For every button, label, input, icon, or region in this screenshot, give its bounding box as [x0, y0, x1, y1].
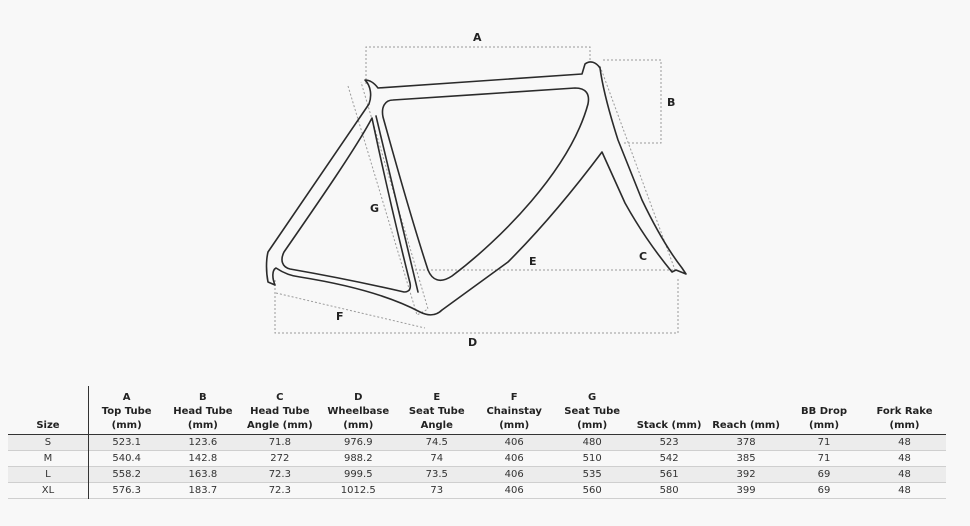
column-header-line: (mm)	[111, 419, 142, 431]
label-b: B	[667, 96, 676, 109]
table-row	[8, 450, 946, 466]
value-cell: 540.4	[112, 452, 141, 464]
value-cell: 73.5	[425, 468, 448, 480]
geometry-table	[8, 386, 946, 499]
guide-a	[366, 47, 590, 84]
column-header-line: Seat Tube	[408, 405, 465, 417]
value-cell: 72.3	[268, 468, 291, 480]
column-header	[553, 386, 631, 434]
label-c: C	[639, 250, 648, 263]
column-header	[318, 386, 398, 434]
guide-b	[603, 60, 661, 143]
value-cell: 74	[430, 452, 444, 464]
size-cell: XL	[8, 482, 88, 498]
seat-tube-line	[376, 116, 418, 292]
value-cell: 48	[898, 452, 911, 464]
value-cell: 72.3	[268, 484, 291, 496]
table-row	[8, 482, 946, 498]
value-cell: 123.6	[188, 436, 218, 448]
column-header-line: (mm)	[187, 419, 218, 431]
value-cell: 406	[504, 452, 524, 464]
column-header-line: (mm)	[889, 419, 920, 431]
column-header-line: Seat Tube	[564, 405, 621, 417]
dimension-guides	[275, 47, 678, 333]
size-cell: L	[8, 466, 88, 482]
column-header-line: A	[122, 391, 131, 403]
column-header	[707, 386, 785, 434]
value-cell: 510	[582, 452, 602, 464]
column-header-line: Size	[36, 419, 60, 431]
value-cell: 523.1	[112, 436, 141, 448]
value-cell: 480	[582, 436, 602, 448]
column-header-line: (mm)	[499, 419, 530, 431]
table-row	[8, 434, 946, 450]
value-cell: 580	[659, 484, 679, 496]
frame-outline	[267, 62, 687, 315]
column-header-line: D	[354, 391, 363, 403]
column-header-line: Angle	[420, 419, 453, 431]
column-header-line: Fork Rake	[876, 405, 933, 417]
label-f: F	[336, 310, 344, 323]
column-header-line: Chainstay	[486, 405, 542, 417]
value-cell: 48	[898, 468, 911, 480]
value-cell: 71.8	[268, 436, 291, 448]
guide-f	[276, 293, 425, 328]
column-header-line: Angle (mm)	[246, 419, 313, 431]
column-header	[8, 386, 88, 434]
column-header-line: Stack (mm)	[636, 419, 702, 431]
value-cell: 406	[504, 484, 524, 496]
front-triangle-inner	[382, 88, 588, 280]
value-cell: 163.8	[188, 468, 218, 480]
label-a: A	[473, 31, 482, 44]
value-cell: 69	[817, 468, 831, 480]
value-cell: 523	[659, 436, 679, 448]
table-body	[8, 434, 946, 498]
column-header-line: E	[433, 391, 441, 403]
column-header-line: B	[199, 391, 207, 403]
label-e: E	[529, 255, 537, 268]
label-g: G	[370, 202, 380, 215]
value-cell: 406	[504, 436, 524, 448]
column-header-line: Wheelbase	[327, 405, 390, 417]
value-cell: 71	[817, 452, 831, 464]
column-header	[785, 386, 863, 434]
column-header-line: (mm)	[343, 419, 374, 431]
value-cell: 1012.5	[340, 484, 376, 496]
size-cell: S	[8, 434, 88, 450]
value-cell: 272	[270, 452, 290, 464]
value-cell: 576.3	[112, 484, 141, 496]
value-cell: 378	[736, 436, 756, 448]
column-header	[241, 386, 318, 434]
column-header-line: Head Tube	[250, 405, 310, 417]
value-cell: 535	[582, 468, 602, 480]
value-cell: 560	[582, 484, 602, 496]
column-header-line: F	[510, 391, 518, 403]
column-header-line: G	[588, 391, 597, 403]
column-header-line: BB Drop	[801, 405, 848, 417]
value-cell: 542	[659, 452, 679, 464]
value-cell: 392	[736, 468, 756, 480]
column-header	[631, 386, 707, 434]
column-header	[398, 386, 475, 434]
column-header-line: (mm)	[577, 419, 608, 431]
value-cell: 988.2	[343, 452, 373, 464]
label-d: D	[468, 336, 478, 349]
value-cell: 999.5	[343, 468, 373, 480]
value-cell: 73	[430, 484, 444, 496]
column-header-line: (mm)	[809, 419, 840, 431]
column-header	[863, 386, 946, 434]
value-cell: 976.9	[343, 436, 373, 448]
value-cell: 69	[817, 484, 831, 496]
value-cell: 74.5	[425, 436, 448, 448]
guide-d	[275, 278, 678, 333]
value-cell: 558.2	[112, 468, 141, 480]
size-cell: M	[8, 450, 88, 466]
value-cell: 183.7	[188, 484, 218, 496]
column-header-line: C	[276, 391, 284, 403]
value-cell: 399	[736, 484, 756, 496]
value-cell: 385	[736, 452, 756, 464]
table-header-row	[8, 386, 946, 434]
value-cell: 142.8	[188, 452, 218, 464]
value-cell: 406	[504, 468, 524, 480]
column-header	[88, 386, 164, 434]
value-cell: 48	[898, 484, 911, 496]
table-row	[8, 466, 946, 482]
value-cell: 48	[898, 436, 911, 448]
column-header-line: Reach (mm)	[712, 419, 780, 431]
column-header-line: Head Tube	[173, 405, 233, 417]
value-cell: 71	[817, 436, 831, 448]
column-header	[164, 386, 241, 434]
column-header	[475, 386, 553, 434]
value-cell: 561	[659, 468, 679, 480]
column-header-line: Top Tube	[101, 405, 152, 417]
